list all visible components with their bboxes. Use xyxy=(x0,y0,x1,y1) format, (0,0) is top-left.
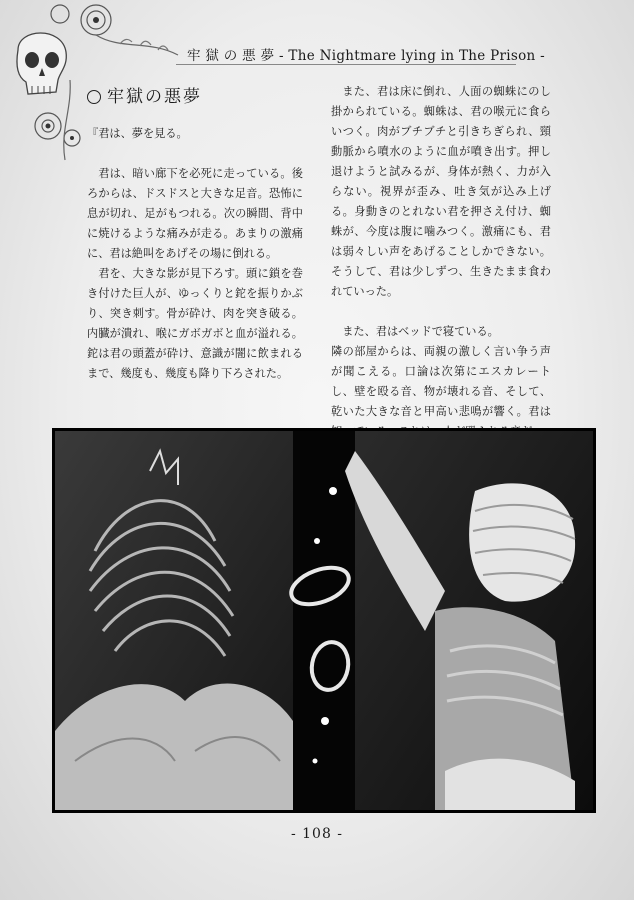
section-title: 牢獄の悪夢 xyxy=(107,87,202,107)
page-number: - 108 - xyxy=(290,826,344,842)
circle-bullet-icon xyxy=(87,90,101,104)
left-column xyxy=(87,82,303,384)
body-paragraph: 隣の部屋からは、両親の激しく言い争う声が聞こえる。口論は次第にエスカレートし、壁を殴る音、物が壊れる音、そして、乾いた大きな音と甲高い悲鳴が響く。君は xyxy=(331,345,551,418)
body-paragraph: 君を、大きな影が見下ろす。頭に鎖を巻き付けた巨人が、ゆっくりと鉈を振りかぶり、突き刺す。骨が砕け、肉を突き破る。内臓が潰れ、喉にガボガボと血が溢れる。鉈は君の頭蓋が砕け、意識が闇に飲まれるまで、幾度も、幾度も降り下ろされた。 xyxy=(87,267,303,380)
illustration-art xyxy=(55,431,593,810)
body-paragraph: また、君は床に倒れ、人面の蜘蛛にのし掛かられている。蜘蛛は、君の喉元に食らいつく。肉がブチブチと引きちぎられ、頸動脈から噴水のように血が噴き出す。押し退けようと試みるが、身体が熱く、力が入らない。視界が歪み、吐き気が込み上げる。身動きのとれない君を押さえ付け、蜘蛛が、今度は腹に噛みつく。激痛にも、君は弱々しい声をあげることしかできない。そうして、君は少しずつ、生きたまま食われていった。 xyxy=(331,85,551,298)
running-header: 牢 獄 の 悪 夢 - The Nightmare lying in The Prison - xyxy=(187,48,545,64)
intro-paragraph: 『君は、夢を見る。 xyxy=(87,127,188,140)
header-rule xyxy=(176,64,516,65)
nightmare-illustration xyxy=(52,428,596,813)
body-paragraph: 君は、暗い廊下を必死に走っている。後ろからは、ドスドスと大きな足音。恐怖に息が切れ、足がもつれる。次の瞬間、背中に焼けるような痛みが走る。あまりの激痛に、君は絶叫をあげその場に倒れる。 xyxy=(87,167,303,260)
body-paragraph: また、君はベッドで寝ている。 xyxy=(342,325,499,338)
right-column xyxy=(331,82,551,442)
section-heading xyxy=(87,82,303,112)
